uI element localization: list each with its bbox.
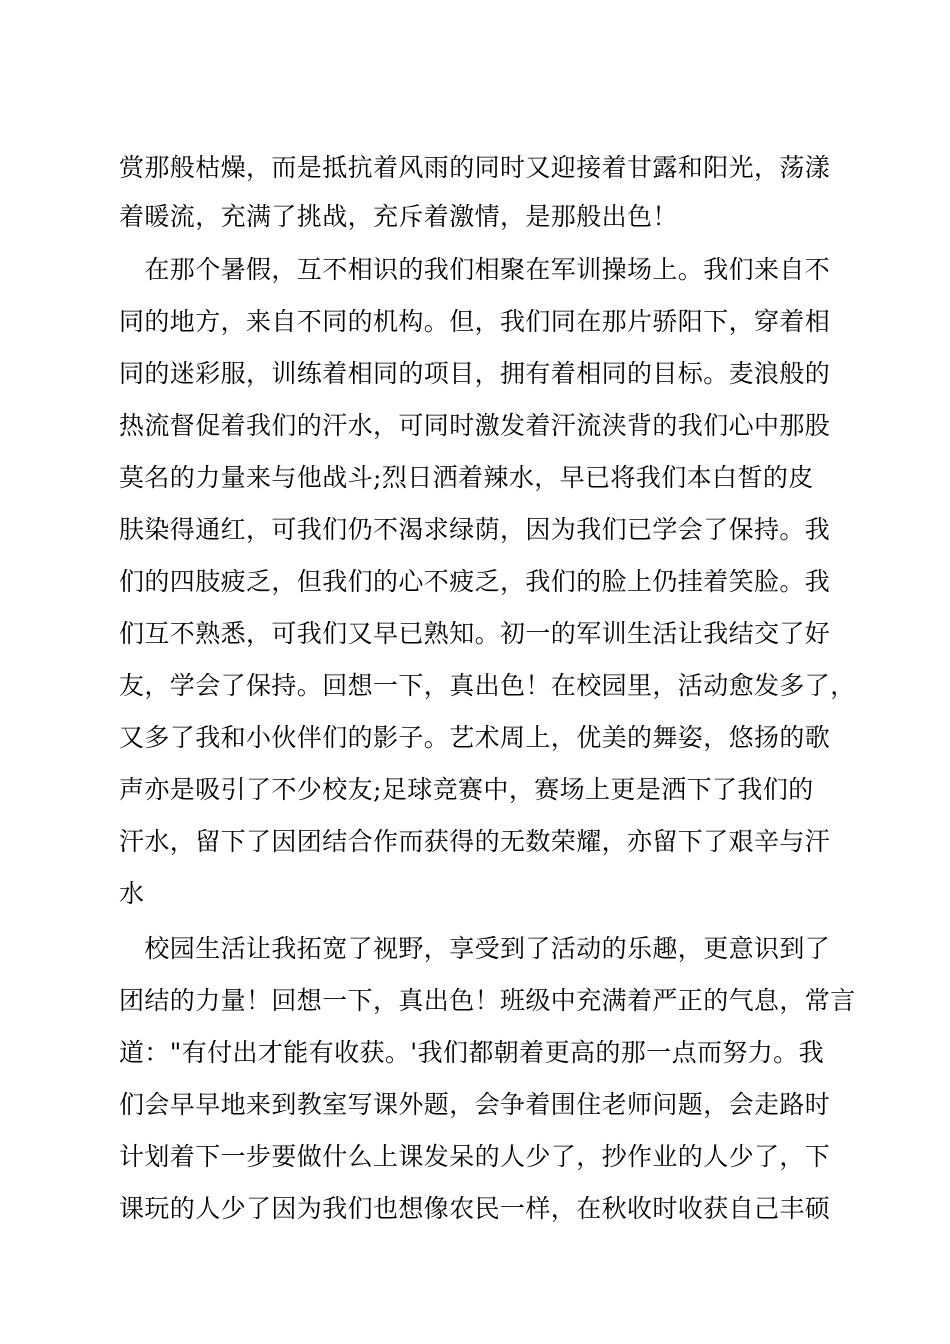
text-line: 们的四肢疲乏，但我们的心不疲乏，我们的脸上仍挂着笑脸。我: [119, 567, 831, 596]
text-line: 莫名的力量来与他战斗;烈日洒着辣水，早已将我们本白皙的皮: [119, 463, 814, 492]
text-line: 汗水，留下了因团结合作而获得的无数荣耀，亦留下了艰辛与汗: [119, 827, 831, 856]
text-line: 课玩的人少了因为我们也想像农民一样，在秋收时收获自己丰硕: [119, 1194, 831, 1223]
text-line: 友，学会了保持。回想一下，真出色！在校园里，活动愈发多了，: [119, 671, 856, 700]
text-line: 计划着下一步要做什么上课发呆的人少了，抄作业的人少了，下: [119, 1142, 831, 1171]
text-line: 又多了我和小伙伴们的影子。艺术周上，优美的舞姿，悠扬的歌: [119, 723, 831, 752]
text-line: 同的地方，来自不同的机构。但，我们同在那片骄阳下，穿着相: [119, 307, 831, 336]
text-line: 热流督促着我们的汗水，可同时激发着汗流浃背的我们心中那股: [119, 411, 831, 440]
text-line: 道："有付出才能有收获。'我们都朝着更高的那一点而努力。我: [119, 1038, 824, 1067]
text-line: 着暖流，充满了挑战，充斥着激情，是那般出色！: [119, 202, 678, 231]
text-line: 校园生活让我拓宽了视野，享受到了活动的乐趣，更意识到了: [119, 934, 831, 963]
text-line: 水: [119, 879, 145, 908]
text-line: 肤染得通红，可我们仍不渴求绿荫，因为我们已学会了保持。我: [119, 515, 831, 544]
text-line: 同的迷彩服，训练着相同的项目，拥有着相同的目标。麦浪般的: [119, 359, 831, 388]
text-line: 声亦是吸引了不少校友;足球竞赛中，赛场上更是洒下了我们的: [119, 775, 814, 804]
text-line: 团结的力量！回想一下，真出色！班级中充满着严正的气息，常言: [119, 986, 856, 1015]
text-line: 赏那般枯燥，而是抵抗着风雨的同时又迎接着甘露和阳光，荡漾: [119, 153, 831, 182]
text-line: 们互不熟悉，可我们又早已熟知。初一的军训生活让我结交了好: [119, 619, 831, 648]
text-line: 在那个暑假，互不相识的我们相聚在军训操场上。我们来自不: [119, 255, 831, 284]
text-line: 们会早早地来到教室写课外题，会争着围住老师问题，会走路时: [119, 1090, 831, 1119]
